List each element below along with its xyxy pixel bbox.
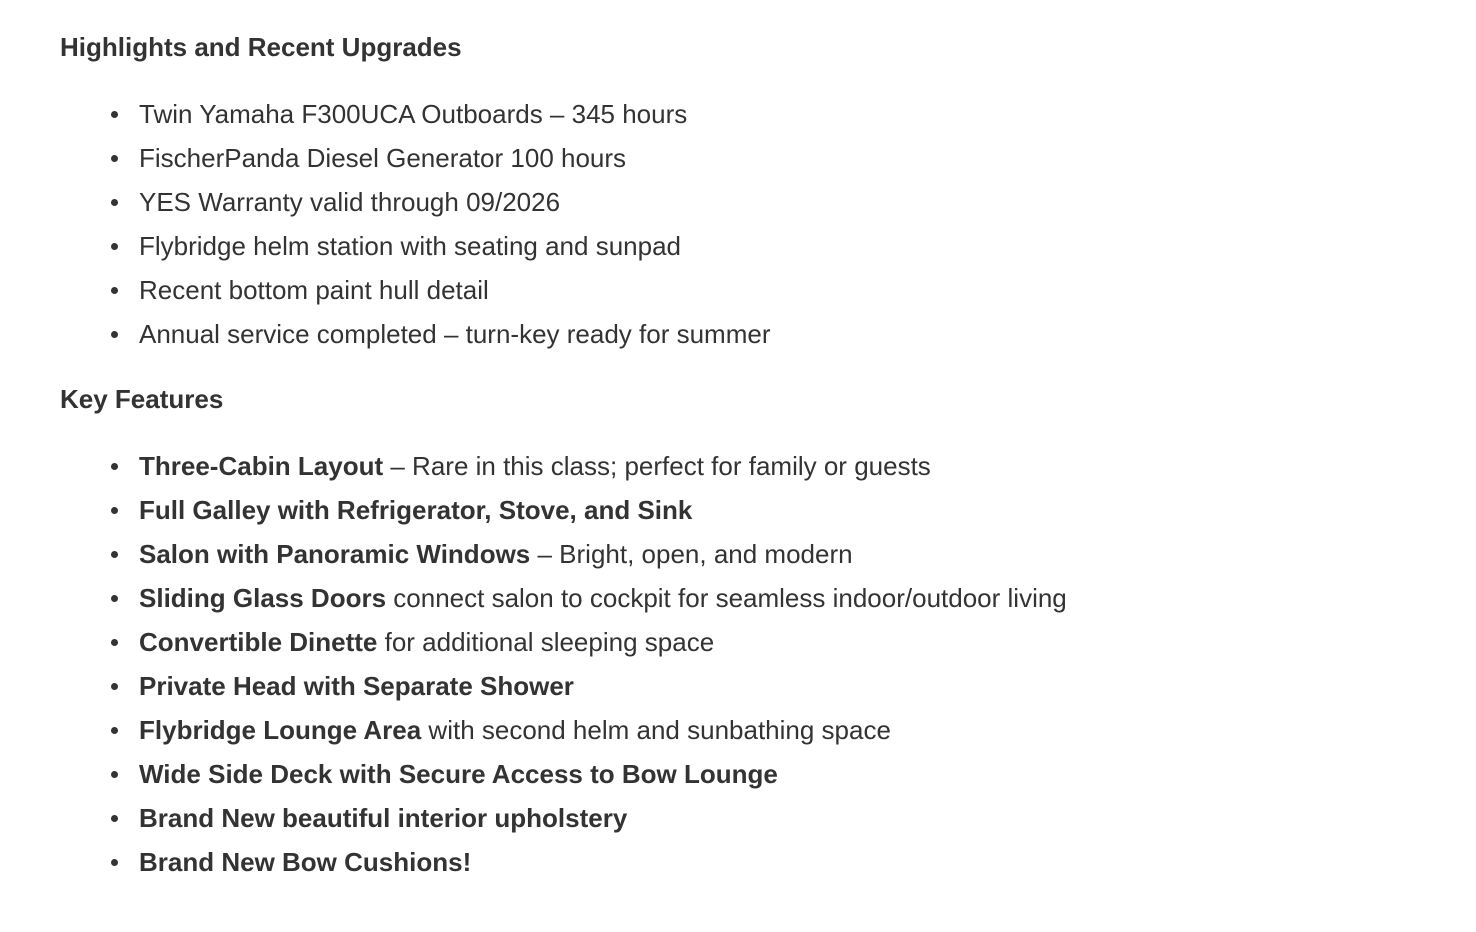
item-text: with second helm and sunbathing space: [421, 715, 891, 745]
bullet-icon: [111, 815, 118, 822]
list-item: [107, 532, 1476, 576]
bullet-icon: [111, 155, 118, 162]
highlights-list: [60, 92, 1476, 356]
list-item: [107, 664, 1476, 708]
bullet-icon: [111, 507, 118, 514]
bullet-icon: [111, 771, 118, 778]
item-bold-text: Three-Cabin Layout: [139, 451, 384, 481]
list-item: [107, 180, 1476, 224]
bullet-icon: [111, 463, 118, 470]
item-text: for additional sleeping space: [377, 627, 715, 657]
bullet-icon: [111, 111, 118, 118]
highlights-heading: Highlights and Recent Upgrades: [60, 32, 462, 62]
bullet-icon: [111, 199, 118, 206]
list-item: [107, 312, 1476, 356]
item-bold-text: Wide Side Deck with Secure Access to Bow Lounge: [139, 759, 778, 789]
item-text: Twin Yamaha F300UCA Outboards – 345 hours: [139, 99, 688, 129]
bullet-icon: [111, 243, 118, 250]
list-item: [107, 840, 1476, 884]
key-features-heading: Key Features: [60, 384, 224, 414]
list-item: [107, 752, 1476, 796]
item-bold-text: Salon with Panoramic Windows: [139, 539, 531, 569]
bullet-icon: [111, 639, 118, 646]
bullet-icon: [111, 683, 118, 690]
list-item: [107, 268, 1476, 312]
item-bold-text: Flybridge Lounge Area: [139, 715, 422, 745]
list-item: [107, 92, 1476, 136]
item-text: Annual service completed – turn-key ready for summer: [139, 319, 771, 349]
item-bold-text: Brand New beautiful interior upholstery: [139, 803, 628, 833]
bullet-icon: [111, 727, 118, 734]
item-text: Recent bottom paint hull detail: [139, 275, 489, 305]
item-text: connect salon to cockpit for seamless indoor/outdoor living: [386, 583, 1067, 613]
item-text: – Bright, open, and modern: [530, 539, 853, 569]
bullet-icon: [111, 331, 118, 338]
list-item: [107, 136, 1476, 180]
bullet-icon: [111, 595, 118, 602]
item-bold-text: Convertible Dinette: [139, 627, 378, 657]
list-item: [107, 708, 1476, 752]
item-bold-text: Private Head with Separate Shower: [139, 671, 574, 701]
bullet-icon: [111, 859, 118, 866]
list-item: [107, 488, 1476, 532]
bullet-icon: [111, 551, 118, 558]
item-text: FischerPanda Diesel Generator 100 hours: [139, 143, 627, 173]
list-item: [107, 444, 1476, 488]
list-item: [107, 576, 1476, 620]
item-bold-text: Full Galley with Refrigerator, Stove, and Sink: [139, 495, 693, 525]
item-bold-text: Sliding Glass Doors: [139, 583, 387, 613]
list-item: [107, 224, 1476, 268]
bullet-icon: [111, 287, 118, 294]
item-bold-text: Brand New Bow Cushions!: [139, 847, 472, 877]
list-item: [107, 796, 1476, 840]
item-text: – Rare in this class; perfect for family or guests: [383, 451, 931, 481]
list-item: [107, 620, 1476, 664]
item-text: Flybridge helm station with seating and sunpad: [139, 231, 681, 261]
item-text: YES Warranty valid through 09/2026: [139, 187, 561, 217]
key-features-list: [60, 444, 1476, 884]
